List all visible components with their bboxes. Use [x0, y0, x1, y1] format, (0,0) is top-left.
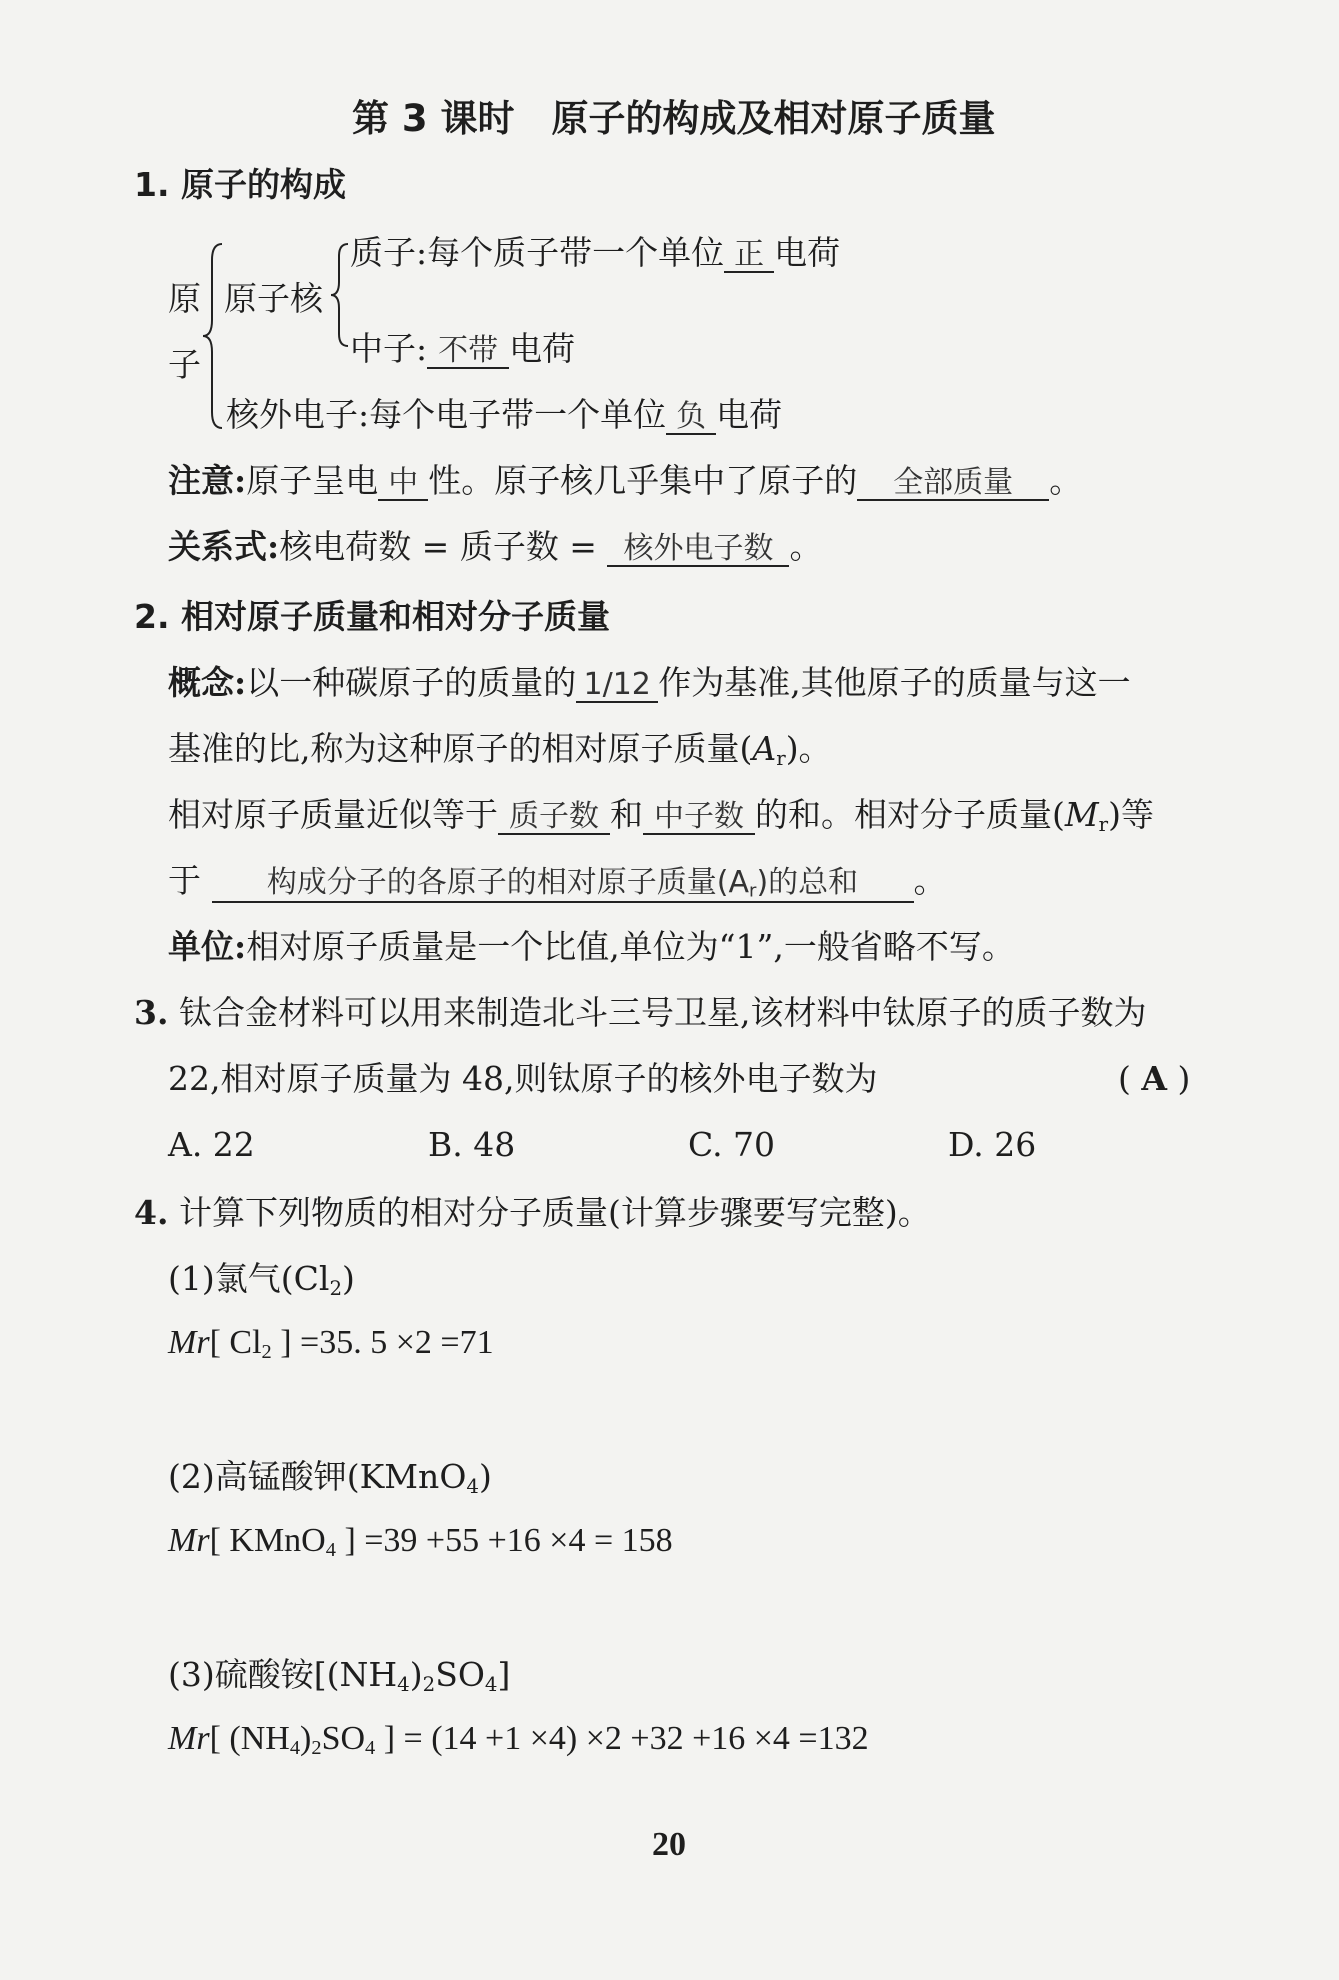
answer-4-2: Mr[ KMnO$_4$ ] =39 +55 +16 ×4 = 158 [168, 1522, 673, 1562]
approx-answer-1: 质子数 [498, 800, 610, 835]
question-4-1: (1)氯气$(Cl_2)$ [168, 1259, 355, 1300]
question-3-answer: ( A ) [1118, 1059, 1191, 1098]
section-number: 1. [134, 165, 170, 204]
section-title: 原子的构成 [181, 165, 346, 204]
neutron-charge-answer: 不带 [427, 334, 509, 369]
page-title: 第 3 课时 原子的构成及相对原子质量 [352, 97, 996, 140]
question-4-3: (3)硫酸铵$[(NH_4)_2SO_4]$ [168, 1655, 511, 1696]
answer-4-3: Mr[ $(NH_4)_2SO_4$ ] = (14 +1 ×4) ×2 +32 +16 ×4 =132 [168, 1720, 869, 1760]
option-d: D. 26 [948, 1125, 1037, 1164]
question-3-line-2: 22,相对原子质量为 48,则钛原子的核外电子数为 [168, 1059, 878, 1098]
relation-line: 关系式:核电荷数 = 质子数 = 核外电子数 。 [168, 527, 823, 566]
concept-line-1: 概念:以一种碳原子的质量的 1/12 作为基准,其他原子的质量与这一 [168, 663, 1131, 702]
option-c: C. 70 [688, 1125, 776, 1164]
section-1-heading [134, 165, 346, 204]
atom-label-b: 子 [168, 345, 201, 384]
note-line: 注意:原子呈电 中 性。原子核几乎集中了原子的 全部质量 。 [168, 461, 1083, 500]
option-a: A. 22 [168, 1125, 255, 1164]
approx-line-1: 相对原子质量近似等于 质子数 和 中子数 的和。相对分子质量$(M_r)$等 [168, 795, 1155, 836]
question-3-line-1: 3. 钛合金材料可以用来制造北斗三号卫星,该材料中钛原子的质子数为 [134, 993, 1147, 1032]
electron-line: 核外电子:每个电子带一个单位 负 电荷 [226, 395, 783, 434]
concept-answer: 1/12 [576, 668, 658, 703]
neutron-line: 中子: 不带 电荷 [350, 329, 576, 368]
section-2-heading: 2. 相对原子质量和相对分子质量 [134, 597, 610, 636]
proton-line: 质子:每个质子带一个单位 正 电荷 [350, 233, 841, 272]
note-answer-1: 中 [378, 466, 428, 501]
electron-charge-answer: 负 [666, 400, 716, 435]
atom-label-a: 原 [168, 279, 201, 318]
page-number: 20 [652, 1826, 686, 1863]
approx-answer-3: 构成分子的各原子的相对原子质量$(A_r)$的总和 [212, 866, 914, 903]
question-4-2: (2)高锰酸钾(KMnO$_4$) [168, 1457, 492, 1498]
proton-charge-answer: 正 [724, 238, 774, 273]
answer-4-1: Mr[ $Cl_2$ ] =35. 5 ×2 =71 [168, 1324, 494, 1364]
nucleus-label: 原子核 [224, 279, 323, 318]
option-b: B. 48 [428, 1125, 516, 1164]
question-4-heading: 4. 计算下列物质的相对分子质量(计算步骤要写完整)。 [134, 1193, 931, 1232]
concept-line-2: 基准的比,称为这种原子的相对原子质量$(A_r)$。 [168, 729, 832, 770]
approx-line-2: 于 构成分子的各原子的相对原子质量$(A_r)$的总和 。 [168, 861, 947, 902]
note-answer-2: 全部质量 [857, 466, 1049, 501]
unit-line: 单位:相对原子质量是一个比值,单位为“1”,一般省略不写。 [168, 927, 1015, 966]
approx-answer-2: 中子数 [643, 800, 755, 835]
relation-answer: 核外电子数 [607, 532, 789, 567]
